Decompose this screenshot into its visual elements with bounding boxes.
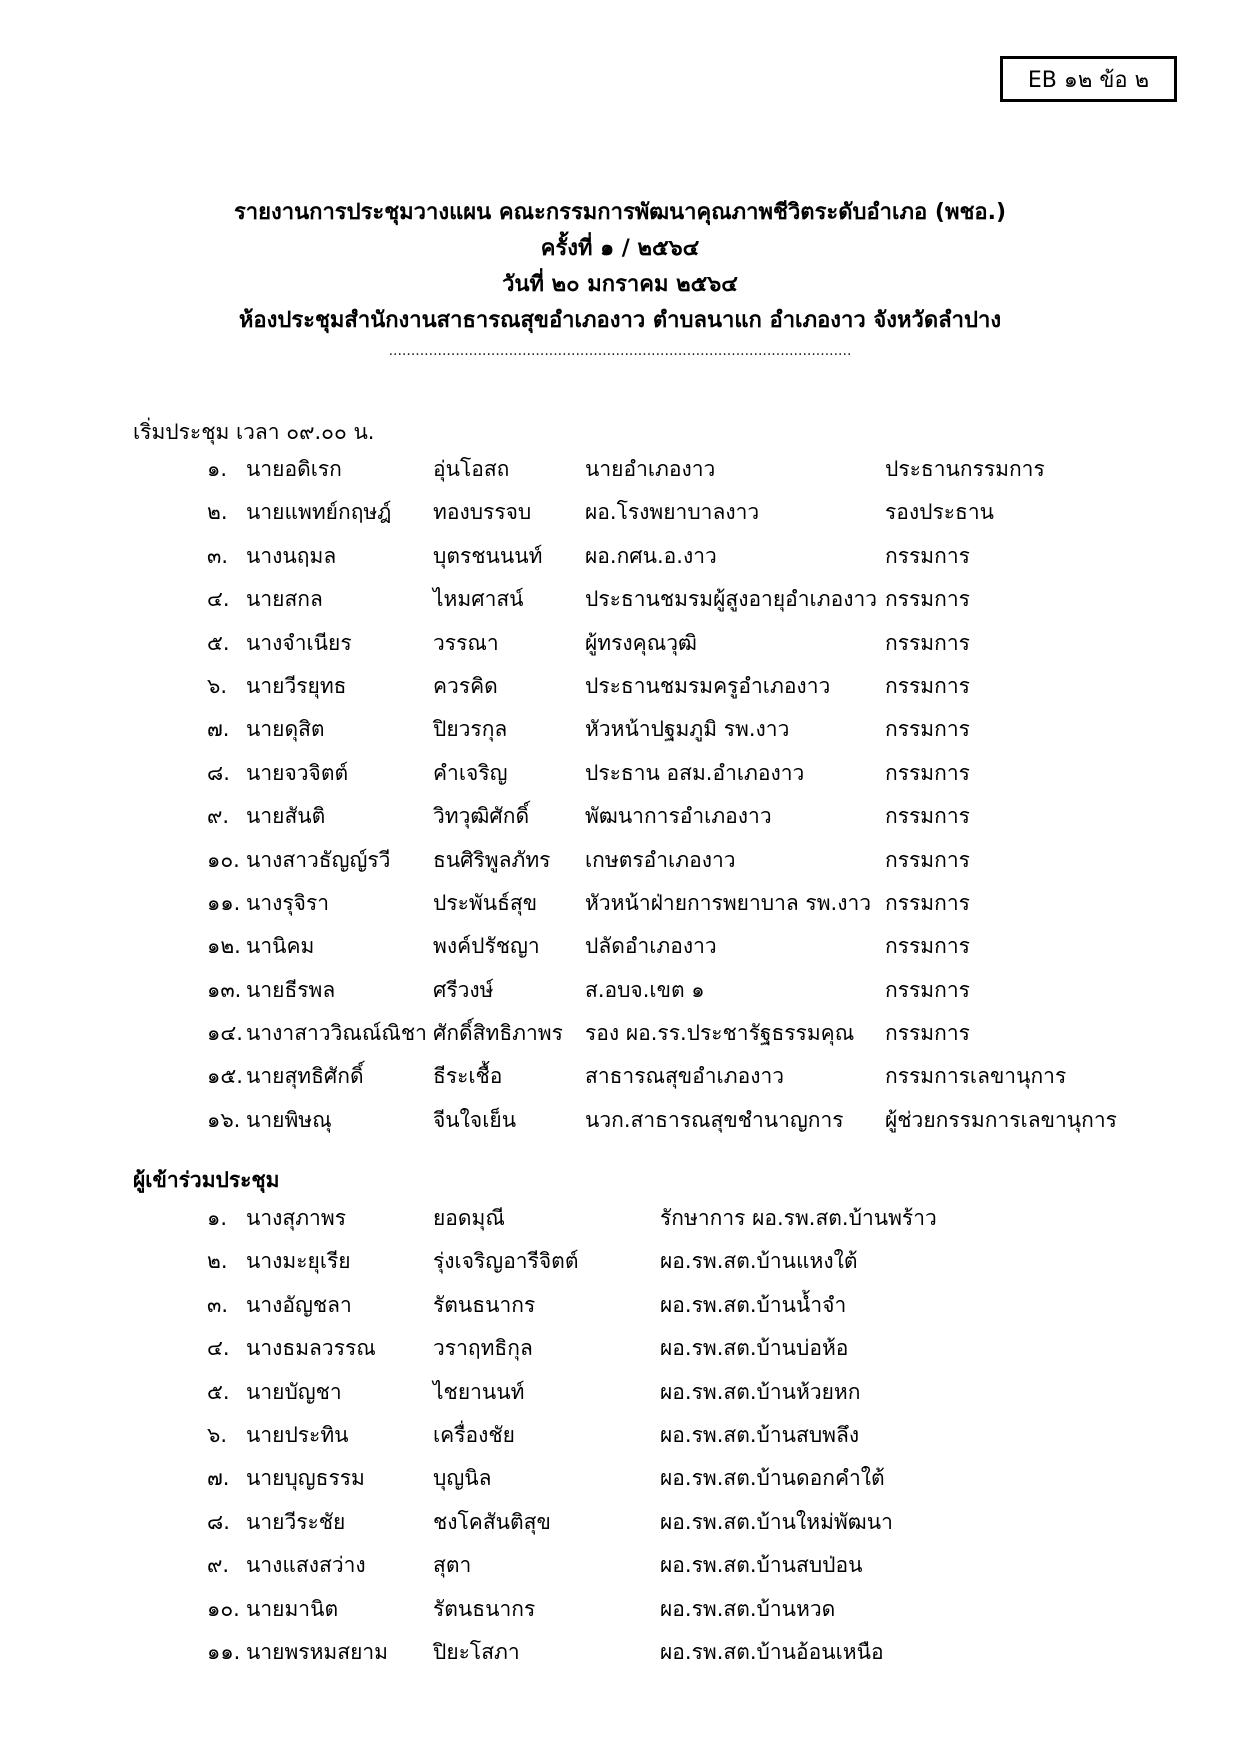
attendee-row	[0, 1458, 1240, 1501]
attendee-position: รักษาการ ผอ.รพ.สต.บ้านพร้าว	[660, 1206, 937, 1230]
member-last-name: ประพันธ์สุข	[433, 890, 538, 915]
attendees-section-title: ผู้เข้าร่วมประชุม	[133, 1168, 280, 1192]
member-row	[0, 883, 1240, 926]
member-first-name: นายพิษณุ	[246, 1107, 332, 1132]
attendee-number: ๓.	[207, 1292, 229, 1317]
member-first-name: นายอดิเรก	[246, 457, 342, 481]
member-role: กรรมการ	[885, 543, 970, 568]
attendee-first-name: นายวีระชัย	[246, 1509, 346, 1534]
member-position: รอง ผอ.รร.ประชารัฐธรรมคุณ	[585, 1021, 855, 1046]
attendee-last-name: วราฤทธิกุล	[433, 1336, 533, 1361]
member-number: ๓.	[207, 543, 229, 568]
member-row	[0, 536, 1240, 579]
member-last-name: ศักดิ์สิทธิภาพร	[433, 1021, 563, 1046]
attendee-last-name: ยอดมุณี	[433, 1206, 505, 1230]
member-row	[0, 1013, 1240, 1056]
attendee-first-name: นายพรหมสยาม	[246, 1639, 389, 1664]
member-number: ๙.	[207, 804, 230, 829]
member-role: กรรมการ	[885, 934, 970, 959]
member-role: กรรมการ	[885, 630, 970, 655]
attendee-row	[0, 1632, 1240, 1675]
member-position: หัวหน้าฝ่ายการพยาบาล รพ.งาว	[585, 890, 872, 915]
member-position: ประธานชมรมครูอำเภองาว	[585, 673, 831, 698]
member-first-name: นานิคม	[246, 934, 315, 959]
member-role: กรรมการ	[885, 1021, 970, 1046]
member-position: นวก.สาธารณสุขชำนาญการ	[585, 1107, 844, 1132]
attendees-list	[0, 1198, 1240, 1675]
member-row	[0, 1056, 1240, 1099]
member-position: ส.อบจ.เขต ๑	[585, 977, 705, 1002]
member-last-name: บุตรชนนนท์	[433, 543, 543, 568]
member-position: สาธารณสุขอำเภองาว	[585, 1064, 785, 1089]
document-code-box	[1000, 56, 1177, 102]
attendee-position: ผอ.รพ.สต.บ้านบ่อห้อ	[660, 1336, 849, 1361]
member-number: ๑.	[207, 457, 228, 481]
member-last-name: ทองบรรจบ	[433, 500, 532, 525]
member-role: กรรมการ	[885, 673, 970, 698]
member-row	[0, 709, 1240, 752]
meeting-number: ครั้งที่ ๑ / ๒๕๖๔	[540, 236, 700, 261]
attendee-number: ๖.	[207, 1422, 228, 1447]
attendee-number: ๕.	[207, 1379, 230, 1404]
attendee-position: ผอ.รพ.สต.บ้านสบพลึง	[660, 1422, 860, 1447]
member-number: ๒.	[207, 500, 228, 525]
attendee-last-name: รุ่งเจริญอารีจิตต์	[433, 1249, 579, 1274]
attendee-first-name: นางแสงสว่าง	[246, 1553, 366, 1578]
member-last-name: พงค์ปรัชญา	[433, 934, 540, 959]
member-number: ๑๖.	[207, 1107, 241, 1132]
member-first-name: นางนฤมล	[246, 543, 337, 568]
attendee-first-name: นายบุญธรรม	[246, 1466, 365, 1491]
member-role: กรรมการ	[885, 804, 970, 829]
member-row	[0, 1100, 1240, 1143]
member-last-name: วิทวุฒิศักดิ์	[433, 804, 530, 829]
attendee-row	[0, 1545, 1240, 1588]
member-role: กรรมการเลขานุการ	[885, 1064, 1067, 1089]
attendee-first-name: นางธมลวรรณ	[246, 1336, 376, 1361]
attendee-last-name: ไชยานนท์	[433, 1379, 525, 1404]
member-position: ประธาน อสม.อำเภองาว	[585, 760, 805, 785]
member-first-name: นายสุทธิศักดิ์	[246, 1064, 364, 1089]
attendee-row	[0, 1372, 1240, 1415]
member-position: เกษตรอำเภองาว	[585, 847, 736, 872]
attendee-first-name: นางสุภาพร	[246, 1206, 346, 1230]
member-role: ประธานกรรมการ	[885, 457, 1045, 481]
member-number: ๖.	[207, 673, 228, 698]
member-first-name: นายจวจิตต์	[246, 760, 349, 785]
attendee-first-name: นายมานิต	[246, 1596, 339, 1621]
member-last-name: ศรีวงษ์	[433, 977, 494, 1002]
attendee-row	[0, 1502, 1240, 1545]
member-first-name: นางสาวธัญญ์รวี	[246, 847, 391, 872]
member-first-name: นางาสาววิณณ์ณิชา	[246, 1021, 427, 1046]
member-row	[0, 796, 1240, 839]
attendee-row	[0, 1589, 1240, 1632]
member-role: กรรมการ	[885, 587, 970, 612]
member-first-name: นางจำเนียร	[246, 630, 352, 655]
member-first-name: นายสันติ	[246, 804, 326, 829]
member-position: นายอำเภองาว	[585, 457, 716, 481]
member-row	[0, 666, 1240, 709]
attendee-last-name: รัตนธนากร	[433, 1292, 536, 1317]
report-title: รายงานการประชุมวางแผน คณะกรรมการพัฒนาคุณภาพชีวิตระดับอำเภอ (พชอ.)	[233, 200, 1007, 225]
member-number: ๑๒.	[207, 934, 241, 959]
member-first-name: นายแพทย์กฤษฎ์	[246, 500, 392, 525]
document-code: EB ๑๒ ข้อ ๒	[1027, 67, 1150, 93]
attendee-last-name: บุญนิล	[433, 1466, 492, 1491]
member-number: ๔.	[207, 587, 230, 612]
member-first-name: นางรุจิรา	[246, 890, 330, 915]
member-role: กรรมการ	[885, 890, 970, 915]
attendee-number: ๒.	[207, 1249, 228, 1274]
attendee-last-name: เครื่องชัย	[433, 1422, 515, 1447]
attendee-position: ผอ.รพ.สต.บ้านแหงใต้	[660, 1249, 858, 1274]
member-number: ๑๐.	[207, 847, 240, 872]
member-role: กรรมการ	[885, 847, 970, 872]
member-position: ปลัดอำเภองาว	[585, 934, 717, 959]
attendee-number: ๗.	[207, 1466, 230, 1491]
member-position: พัฒนาการอำเภองาว	[585, 804, 772, 829]
member-row	[0, 579, 1240, 622]
attendee-number: ๑๑.	[207, 1639, 241, 1664]
attendee-position: ผอ.รพ.สต.บ้านใหม่พัฒนา	[660, 1509, 893, 1534]
member-number: ๑๔.	[207, 1021, 243, 1046]
attendee-position: ผอ.รพ.สต.บ้านน้ำจำ	[660, 1292, 847, 1317]
attendee-first-name: นายประทิน	[246, 1422, 349, 1447]
member-first-name: นายดุสิต	[246, 717, 325, 742]
member-position: ผู้ทรงคุณวุฒิ	[585, 630, 697, 655]
member-last-name: ธีระเชื้อ	[433, 1064, 503, 1089]
member-first-name: นายสกล	[246, 587, 323, 612]
attendee-number: ๙.	[207, 1553, 230, 1578]
member-row	[0, 970, 1240, 1013]
attendee-position: ผอ.รพ.สต.บ้านสบป่อน	[660, 1553, 863, 1578]
member-number: ๘.	[207, 760, 230, 785]
attendee-number: ๔.	[207, 1336, 230, 1361]
member-last-name: ธนศิริพูลภัทร	[433, 847, 551, 872]
committee-members-list	[0, 449, 1240, 1143]
member-row	[0, 840, 1240, 883]
member-role: กรรมการ	[885, 977, 970, 1002]
member-number: ๑๑.	[207, 890, 241, 915]
member-row	[0, 449, 1240, 492]
attendee-position: ผอ.รพ.สต.บ้านหวด	[660, 1596, 836, 1621]
member-last-name: อุ่นโอสถ	[433, 457, 510, 481]
attendee-position: ผอ.รพ.สต.บ้านดอกคำใต้	[660, 1466, 885, 1491]
member-row	[0, 926, 1240, 969]
member-position: หัวหน้าปฐมภูมิ รพ.งาว	[585, 717, 790, 742]
member-role: กรรมการ	[885, 760, 970, 785]
attendee-row	[0, 1241, 1240, 1284]
member-number: ๗.	[207, 717, 230, 742]
member-role: รองประธาน	[885, 500, 994, 525]
attendee-first-name: นางมะยุเรีย	[246, 1249, 351, 1274]
member-number: ๕.	[207, 630, 230, 655]
attendee-row	[0, 1285, 1240, 1328]
member-last-name: ปิยวรกุล	[433, 717, 508, 742]
member-row	[0, 492, 1240, 535]
attendee-row	[0, 1198, 1240, 1241]
attendee-position: ผอ.รพ.สต.บ้านอ้อนเหนือ	[660, 1639, 884, 1664]
attendee-row	[0, 1328, 1240, 1371]
attendee-number: ๘.	[207, 1509, 230, 1534]
member-first-name: นายวีรยุทธ	[246, 673, 347, 698]
member-last-name: จีนใจเย็น	[433, 1107, 517, 1132]
member-position: ผอ.กศน.อ.งาว	[585, 543, 717, 568]
attendee-first-name: นายบัญชา	[246, 1379, 342, 1404]
member-last-name: คำเจริญ	[433, 760, 508, 785]
attendee-last-name: สุตา	[433, 1553, 472, 1578]
attendee-number: ๑.	[207, 1206, 228, 1230]
attendee-first-name: นางอัญชลา	[246, 1292, 352, 1317]
member-first-name: นายธีรพล	[246, 977, 336, 1002]
member-last-name: วรรณา	[433, 630, 499, 655]
dotted-divider: ........................................................................................................	[388, 343, 852, 359]
attendee-position: ผอ.รพ.สต.บ้านห้วยหก	[660, 1379, 861, 1404]
member-row	[0, 753, 1240, 796]
member-last-name: ควรคิด	[433, 673, 498, 698]
report-header	[0, 195, 1240, 359]
member-number: ๑๓.	[207, 977, 242, 1002]
meeting-date: วันที่ ๒๐ มกราคม ๒๕๖๔	[502, 272, 738, 297]
attendee-last-name: ชงโคสันติสุข	[433, 1509, 551, 1534]
attendee-last-name: รัตนธนากร	[433, 1596, 536, 1621]
member-row	[0, 623, 1240, 666]
member-position: ผอ.โรงพยาบาลงาว	[585, 500, 760, 525]
attendee-last-name: ปิยะโสภา	[433, 1639, 520, 1664]
member-role: กรรมการ	[885, 717, 970, 742]
attendee-number: ๑๐.	[207, 1596, 240, 1621]
member-position: ประธานชมรมผู้สูงอายุอำเภองาว	[585, 587, 878, 612]
member-number: ๑๕.	[207, 1064, 243, 1089]
member-role: ผู้ช่วยกรรมการเลขานุการ	[885, 1107, 1117, 1132]
meeting-location: ห้องประชุมสำนักงานสาธารณสุขอำเภองาว ตำบลนาแก อำเภองาว จังหวัดลำปาง	[238, 308, 1002, 333]
meeting-start-time: เริ่มประชุม เวลา ๐๙.๐๐ น.	[133, 420, 375, 444]
member-last-name: ไหมศาสน์	[433, 587, 524, 612]
attendee-row	[0, 1415, 1240, 1458]
